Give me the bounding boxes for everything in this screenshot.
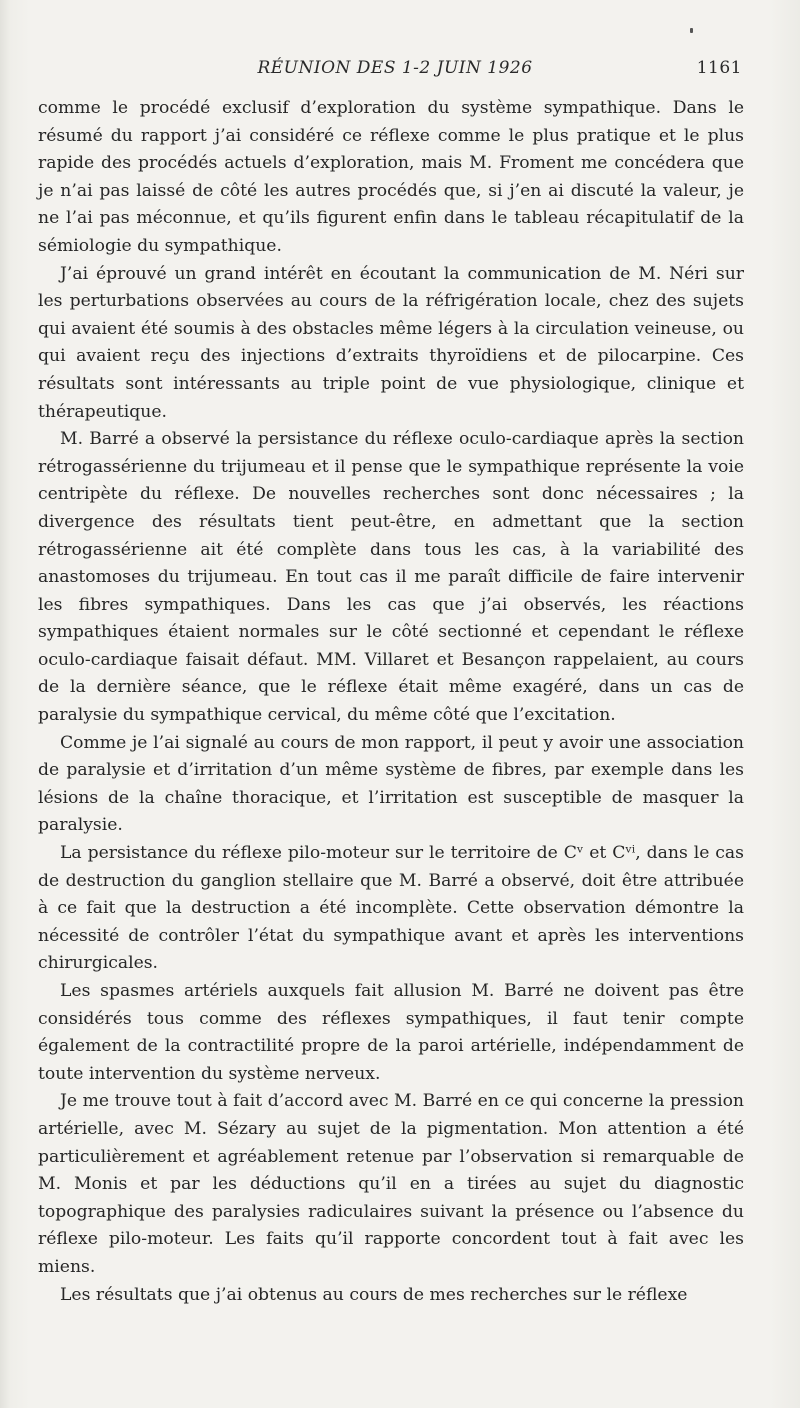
paragraph-6: Les spasmes artériels auxquels fait allusion M. Barré ne doivent pas être considérés tous comme des réflexes sympathiques, il faut tenir compte également de la contractilité propre de la paroi artérielle, indépendamment de toute intervention du système nerveux. (38, 981, 744, 1084)
page-number: 1161 (696, 58, 742, 78)
ink-speck (690, 28, 693, 33)
paragraph-2: J’ai éprouvé un grand intérêt en écoutant la communication de M. Néri sur les perturbations observées au cours de la réfrigération locale, chez des sujets qui avaient été soumis à des obstacles même légers à la circulation veineuse, ou qui avaient reçu des injections d’extraits thyroïdiens et de pilocarpine. Ces résultats sont intéressants au triple point de vue physiologique, clinique et thérapeutique. (38, 263, 744, 422)
paragraph-3: M. Barré a observé la persistance du réflexe oculo-cardiaque après la section rétrogassérienne du trijumeau et il pense que le sympathique représente la voie centripète du réflexe. De nouvelles recherches sont donc nécessaires ; la divergence des résultats tient peut-être, en admettant que la section rétrogassérienne ait été complète dans tous les cas, à la variabilité des anastomoses du trijumeau. En tout cas il me paraît difficile de faire intervenir les fibres sympathiques. Dans les cas que j’ai observés, les réactions sympathiques étaient normales sur le côté sectionné et cependant le réflexe oculo-cardiaque faisait défaut. MM. Villaret et Besançon rappelaient, au cours de la dernière séance, que le réflexe était même exagéré, dans un cas de paralysie du sympathique cervical, du même côté que l’excitation. (38, 429, 744, 726)
paragraph-5: La persistance du réflexe pilo-moteur sur le territoire de Cᵛ et Cᵛⁱ, dans le cas de destruction du ganglion stellaire que M. Barré a observé, doit être attribuée à ce fait que la destruction a été incomplète. Cette observation démontre la nécessité de contrôler l’état du sympathique avant et après les interventions chirurgicales. (38, 843, 744, 974)
body-text (38, 95, 744, 1309)
paragraph-8: Les résultats que j’ai obtenus au cours de mes recherches sur le réflexe (60, 1284, 688, 1305)
running-header (48, 58, 742, 86)
paragraph-4: Comme je l’ai signalé au cours de mon rapport, il peut y avoir une association de paralysie et d’irritation d’un même système de fibres, par exemple dans les lésions de la chaîne thoracique, et l’irritation est susceptible de masquer la paralysie. (38, 732, 744, 836)
paragraph-7: Je me trouve tout à fait d’accord avec M. Barré en ce qui concerne la pression artérielle, avec M. Sézary au sujet de la pigmentation. Mon attention a été particulièrement et agréablement retenue par l’observation si remarquable de M. Monis et par les déductions qu’il en a tirées au sujet du diagnostic topographique des paralysies radiculaires suivant la présence ou l’absence du réflexe pilo-moteur. Les faits qu’il rapporte concordent tout à fait avec les miens. (38, 1091, 744, 1277)
paragraph-1: comme le procédé exclusif d’exploration du système sympathique. Dans le résumé du rapport j’ai considéré ce réflexe comme le plus pratique et le plus rapide des procédés actuels d’exploration, mais M. Froment me concédera que je n’ai pas laissé de côté les autres procédés que, si j’en ai discuté la valeur, je ne l’ai pas méconnue, et qu’ils figurent enfin dans le tableau récapitulatif de la sémiologie du sympathique. (38, 98, 744, 256)
running-title: RÉUNION DES 1-2 JUIN 1926 (257, 58, 533, 78)
